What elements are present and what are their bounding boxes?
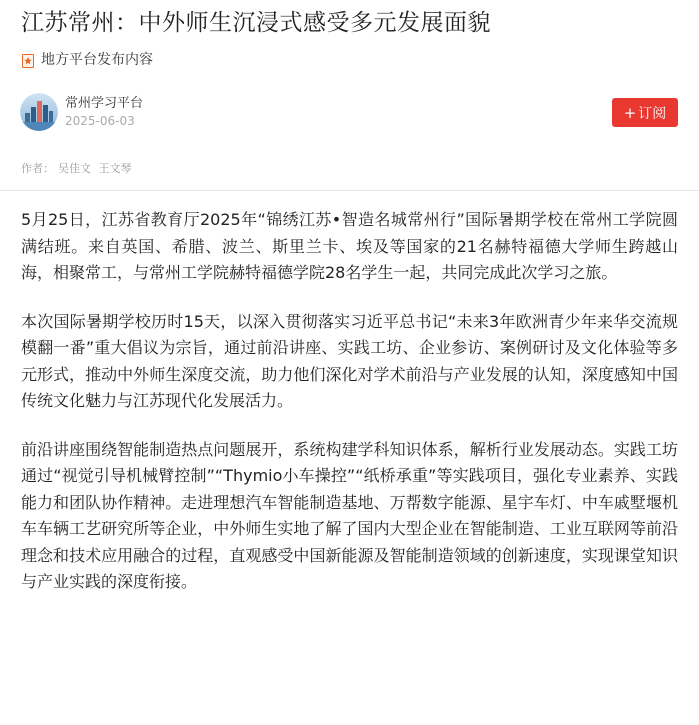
article-body bbox=[21, 207, 678, 596]
byline-author: 王文琴 bbox=[98, 162, 132, 175]
avatar[interactable] bbox=[20, 93, 58, 131]
plus-icon: + bbox=[623, 103, 637, 122]
subscribe-button[interactable] bbox=[612, 98, 678, 127]
byline bbox=[21, 161, 678, 177]
divider bbox=[0, 190, 699, 191]
byline-prefix: 作者： bbox=[21, 162, 54, 175]
author-row bbox=[21, 92, 678, 132]
source-label: 地方平台发布内容 bbox=[41, 52, 153, 68]
publish-date: 2025-06-03 bbox=[65, 114, 135, 128]
article-paragraph: 前沿讲座围绕智能制造热点问题展开，系统构建学科知识体系，解析行业发展动态。实践工坊通过“视觉引导机械臂控制”“Thymio小车操控”“纸桥承重”等实践项目，强化专业素养、实践能力和团队协作精神。走进理想汽车智能制造基地、万帮数字能源、星宇车灯、中车戚墅堰机车车辆工艺研究所等企业，中外师生实地了解了国内大型企业在智能制造、工业互联网等前沿理念和技术应用融合的过程，直观感受中国新能源及智能制造领域的创新速度，实现课堂知识与产业实践的深度衔接。 bbox=[21, 439, 678, 591]
source-row bbox=[21, 51, 678, 69]
author-meta bbox=[65, 95, 143, 129]
author-name[interactable]: 常州学习平台 bbox=[65, 96, 144, 111]
article-paragraph: 5月25日，江苏省教育厅2025年“锦绣江苏•智造名城常州行”国际暑期学校在常州工学院圆满结班。来自英国、希腊、波兰、斯里兰卡、埃及等国家的21名赫特福德大学师生跨越山海，相聚常工，与常州工学院赫特福德学院28名学生一起，共同完成此次学习之旅。 bbox=[21, 210, 678, 282]
article-paragraph: 本次国际暑期学校历时15天，以深入贯彻落实习近平总书记“未来3年欧洲青少年来华交流规模翻一番”重大倡议为宗旨，通过前沿讲座、实践工坊、企业参访、案例研讨及文化体验等多元形式，推动中外师生深度交流，助力他们深化对学术前沿与产业发展的认知，深度感知中国传统文化魅力与江苏现代化发展活力。 bbox=[21, 311, 678, 410]
subscribe-label: 订阅 bbox=[638, 105, 667, 122]
badge-icon bbox=[21, 53, 35, 67]
article-title: 江苏常州：中外师生沉浸式感受多元发展面貌 bbox=[21, 10, 491, 36]
byline-author: 吴佳文 bbox=[58, 162, 91, 175]
